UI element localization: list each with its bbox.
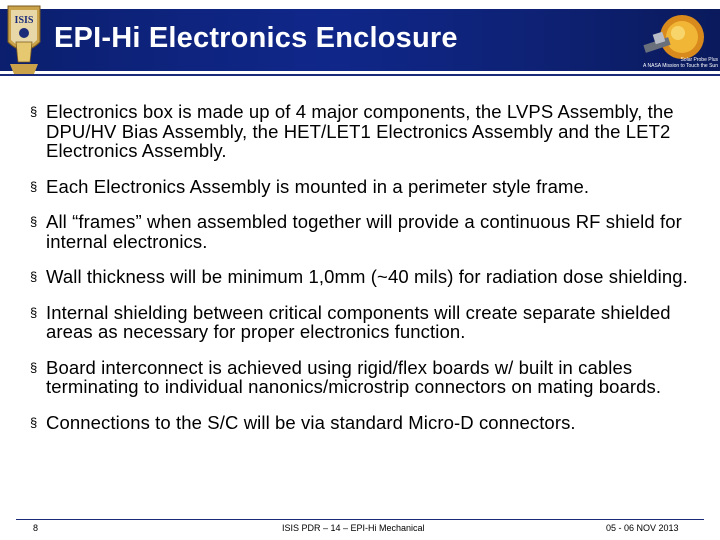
bullet-text: Each Electronics Assembly is mounted in a perimeter style frame. <box>46 175 590 197</box>
bullet-text: Wall thickness will be minimum 1,0mm (~40 mils) for radiation dose shielding. <box>46 266 688 287</box>
bullet-text: Connections to the S/C will be via standard Micro-D connectors. <box>46 411 576 433</box>
bullet-item <box>30 102 710 161</box>
bullet-item <box>30 212 710 251</box>
bullet-item <box>30 413 710 433</box>
bullet-text: Internal shielding between critical components will create separate shielded areas as necessary for proper electronics function. <box>46 301 671 342</box>
footer-center-text: ISIS PDR – 14 – EPI-Hi Mechanical <box>282 523 425 533</box>
header-divider <box>0 74 720 76</box>
solar-probe-caption-line: Solar Probe Plus <box>680 57 718 63</box>
bullet-item <box>30 358 710 397</box>
bullet-marker: § <box>30 304 38 320</box>
bullet-marker: § <box>30 269 38 284</box>
slide-title: EPI-Hi Electronics Enclosure <box>54 22 458 54</box>
solar-probe-caption <box>630 57 718 69</box>
bullet-item <box>30 267 710 287</box>
bullet-marker: § <box>30 414 38 430</box>
bullet-marker: § <box>30 359 38 375</box>
bullet-marker: § <box>30 178 38 194</box>
bullet-text: All “frames” when assembled together will provide a continuous RF shield for internal electronics. <box>46 211 682 252</box>
footer-divider <box>16 519 704 520</box>
bullet-text: Electronics box is made up of 4 major components, the LVPS Assembly, the DPU/HV Bias Assembly, the HET/LET1 Electronics Assembly and the LET2 Electronics Assembly. <box>46 101 674 161</box>
page-number: 8 <box>33 523 39 533</box>
slide-header <box>0 0 720 78</box>
bullet-item <box>30 177 710 197</box>
isis-logo <box>2 2 46 76</box>
isis-logo-text: ISIS <box>14 15 34 26</box>
bullet-list <box>30 102 710 448</box>
footer-date: 05 - 06 NOV 2013 <box>606 523 679 533</box>
bullet-text: Board interconnect is achieved using rigid/flex boards w/ built in cables terminating to individual nanonics/microstrip connectors on mating boards. <box>46 356 662 397</box>
solar-probe-caption-line: A NASA Mission to Touch the Sun <box>643 63 718 69</box>
bullet-marker: § <box>30 104 38 119</box>
bullet-item <box>30 303 710 342</box>
bullet-marker: § <box>30 214 38 229</box>
